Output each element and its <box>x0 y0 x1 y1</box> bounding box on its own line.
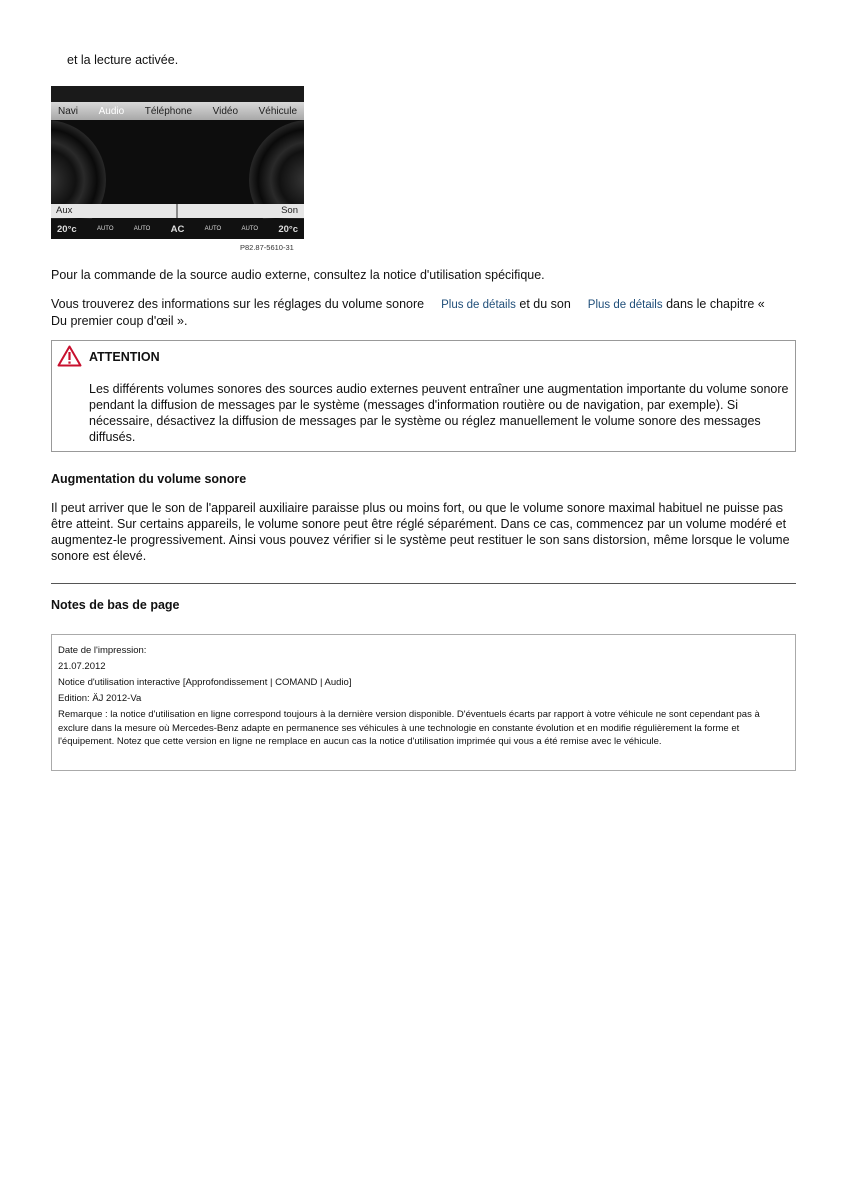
menu-video: Vidéo <box>212 105 239 117</box>
para2-text-b: et du son <box>519 297 571 311</box>
para2-text-c: dans le chapitre « <box>666 297 765 311</box>
footnote-remark: Remarque : la notice d'utilisation en ligne correspond toujours à la dernière version disponible. D'éventuels écarts par rapport à votre véhicule ne sont cependant pas à exclure dans la mesure où Mercedes-Benz adapte en permanence ses véhicules à une technologie en constante évolution et en modifie régulièrement la forme et l'équipement. Notez que cette version en ligne ne remplace en aucun cas la notice d'utilisation imprimée qui vous a été remise avec le véhicule. <box>58 709 760 747</box>
menu-audio: Audio <box>98 105 125 117</box>
attention-body: Les différents volumes sonores des sources audio externes peuvent entraîner une augmentation importante du volume sonore pendant la diffusion de messages par le système (messages d'information routière ou de navigation, par exemple). Si nécessaire, désactivez la diffusion de messages par le système ou réglez manuellement le volume sonore des messages diffusés. <box>89 382 789 444</box>
intro-text: et la lecture activée. <box>67 53 179 67</box>
link-sound-details[interactable]: Plus de détails <box>587 299 663 311</box>
temp-right: 20°c <box>278 223 298 235</box>
screen-top-band <box>51 86 304 102</box>
temp-left: 20°c <box>57 223 77 235</box>
comand-screen-image <box>51 86 304 239</box>
section-heading: Augmentation du volume sonore <box>51 472 247 486</box>
ac-label: AC <box>170 223 185 235</box>
footnote-notice: Notice d'utilisation interactive [Approfondissement | COMAND | Audio] <box>58 677 352 688</box>
bottom-separator <box>176 204 178 218</box>
son-label: Son <box>281 205 298 216</box>
attention-title: ATTENTION <box>89 350 160 364</box>
fan-left: AUTO <box>133 226 151 232</box>
footnote-print-date-label: Date de l'impression: <box>58 645 147 656</box>
paragraph-external-source: Pour la commande de la source audio externe, consultez la notice d'utilisation spécifique. <box>51 268 545 282</box>
para2-text-d: Du premier coup d'œil ». <box>51 314 188 328</box>
warning-triangle-icon <box>57 345 82 367</box>
footnote-edition: Edition: ÄJ 2012-Va <box>58 693 142 704</box>
climate-bar <box>51 219 304 239</box>
aux-label: Aux <box>56 205 73 216</box>
screen-menu-bar <box>51 102 304 120</box>
divider <box>51 583 796 584</box>
para2-text-a: Vous trouverez des informations sur les réglages du volume sonore <box>51 297 425 311</box>
footnotes-heading: Notes de bas de page <box>51 598 180 612</box>
link-volume-details[interactable]: Plus de détails <box>441 299 516 311</box>
fan-right: AUTO <box>204 226 222 232</box>
footnote-box <box>51 634 796 771</box>
screen-bottom-bar <box>51 204 304 218</box>
section-body: Il peut arriver que le son de l'appareil auxiliaire paraisse plus ou moins fort, ou que le volume sonore maximal habituel ne puisse pas être atteint. Sur certains appareils, le volume sonore peut être réglé séparément. Dans ce cas, commencez par un volume modéré et augmentez-le progressivement. Ainsi vous pouvez vérifier si le système peut restituer le son sans distorsion, même lorsque le volume sonore est élevé. <box>51 501 790 563</box>
menu-navi: Navi <box>58 105 79 117</box>
menu-telephone: Téléphone <box>144 105 193 117</box>
auto-left: AUTO <box>96 226 114 232</box>
image-caption: P82.87-5610-31 <box>240 243 294 252</box>
menu-vehicule: Véhicule <box>258 105 297 117</box>
paragraph-volume-info <box>51 296 796 329</box>
auto-right: AUTO <box>241 226 259 232</box>
footnote-print-date: 21.07.2012 <box>58 661 106 672</box>
